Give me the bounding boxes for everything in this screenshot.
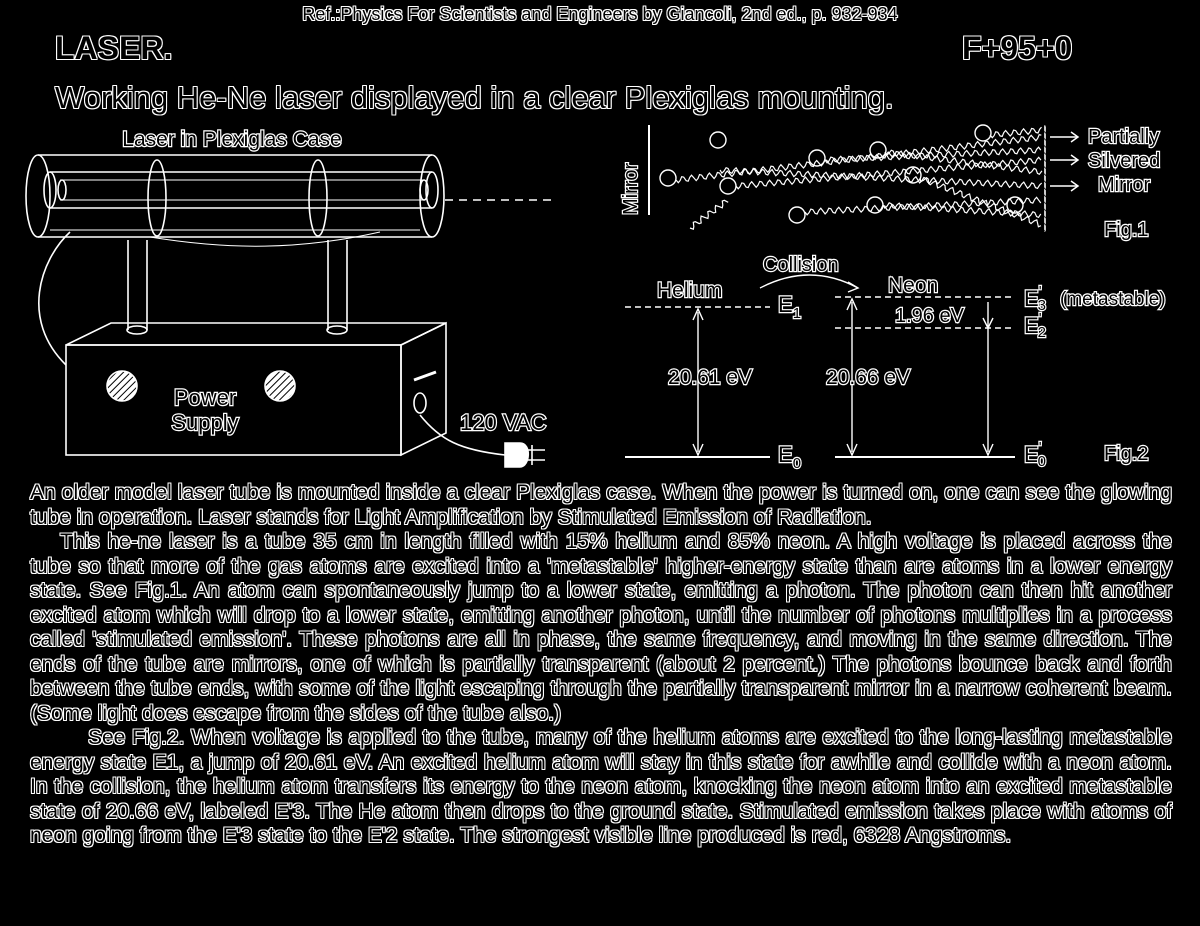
page-subtitle: Working He-Ne laser displayed in a clear Plexiglas mounting. [55,80,894,115]
page-title: LASER. [55,30,173,66]
fig2-caption: Fig.2 [1104,443,1149,465]
demo-code: F+95+0 [962,30,1073,66]
description-text [30,481,1172,849]
ac-voltage-label: 120 VAC [460,410,547,435]
e0-label: $E_0$ [778,442,802,472]
helium-label: Helium [657,279,723,302]
e0-prime-label: E' 0 [1024,439,1046,470]
power-wire-top [150,232,380,246]
partial-mirror-label-line1: Partially [1088,126,1160,148]
partial-mirror-label-line2: Silvered [1088,150,1161,172]
fig1-caption: Fig.1 [1104,219,1149,241]
paragraph-energy: See Fig.2. When voltage is applied to the tube, many of the helium atoms are excited to the long-lasting metastable energy state E1, a jump of 20.61 eV. An excited helium atom will stay in this state for awhile and collide with a neon atom. In the collision, the helium atom transfers its energy to the neon atom, knocking the neon atom into an excited metastable state of 20.66 eV, labeled E'3. The He atom then drops to the ground state. Stimulated emission takes place with atoms of neon going from the E'3 state to the E'2 state. The strongest visible line produced is red, 6328 Angstroms. [30,726,1172,847]
plug-body [505,443,528,467]
paragraph-intro: An older model laser tube is mounted inside a clear Plexiglas case. When the power is turned on, one can see the glowing tube in operation. Laser stands for Light Amplification by Stimulated Emission of Radiation. [30,481,1172,529]
e1-label: $E_1$ [778,292,802,322]
photon-wave [805,197,1041,215]
power-supply-label-line1: Power [173,385,237,410]
case-label: Laser in Plexiglas Case [122,128,342,151]
collision-arrow [760,275,858,288]
paragraph-tube: This he-ne laser is a tube 35 cm in length filled with 15% helium and 85% neon. A high voltage is placed across the tube so that more of the gas atoms are excited into a 'metastable' higher-energy state than are atoms in a lower energy state. See Fig.1. An atom can spontaneously jump to a lower state, emitting a photon. The photon can then hit another excited atom which will drop to a lower state, emitting another photon, until the number of photons multiplies in a process called 'stimulated emission'. These photons are all in phase, the same frequency, and moving in the same direction. The ends of the tube are mirrors, one of which is partially transparent (about 2 percent.) The photons bounce back and forth between the tube ends, with some of the light escaping through the partially transparent mirror in a narrow coherent beam. (Some light does escape from the sides of the tube also.) [30,530,1172,725]
e3-prime-label: E' 3 [1024,283,1046,314]
vent-grille-left [107,371,137,401]
vent-grille-right [265,371,295,401]
reference-citation: Ref.:Physics For Scientists and Engineers by Giancoli, 2nd ed., p. 932-934 [302,4,898,24]
laser-tube [44,172,438,208]
mirror-label: Mirror [620,162,642,215]
collision-label: Collision [763,254,839,276]
photon-wave [990,127,1042,138]
ne-energy-label: 20.66 eV [826,366,911,389]
exit-arrows [1050,132,1078,191]
photon-wave [676,135,1041,183]
metastable-label: (metastable) [1060,289,1166,310]
photon-wave [690,200,728,229]
transition-gap-label: 1.96 eV [895,305,964,327]
power-switch [414,372,436,380]
plexiglas-case [26,155,444,237]
power-supply-label-line2: Supply [171,410,239,435]
support-posts [127,240,347,334]
he-energy-label: 20.61 eV [668,366,753,389]
photon-wave [736,157,1041,189]
neon-label: Neon [888,274,939,297]
e2-prime-label: E' 2 [1024,310,1046,341]
power-knob [414,393,426,413]
partial-mirror-label-line3: Mirror [1098,174,1151,196]
